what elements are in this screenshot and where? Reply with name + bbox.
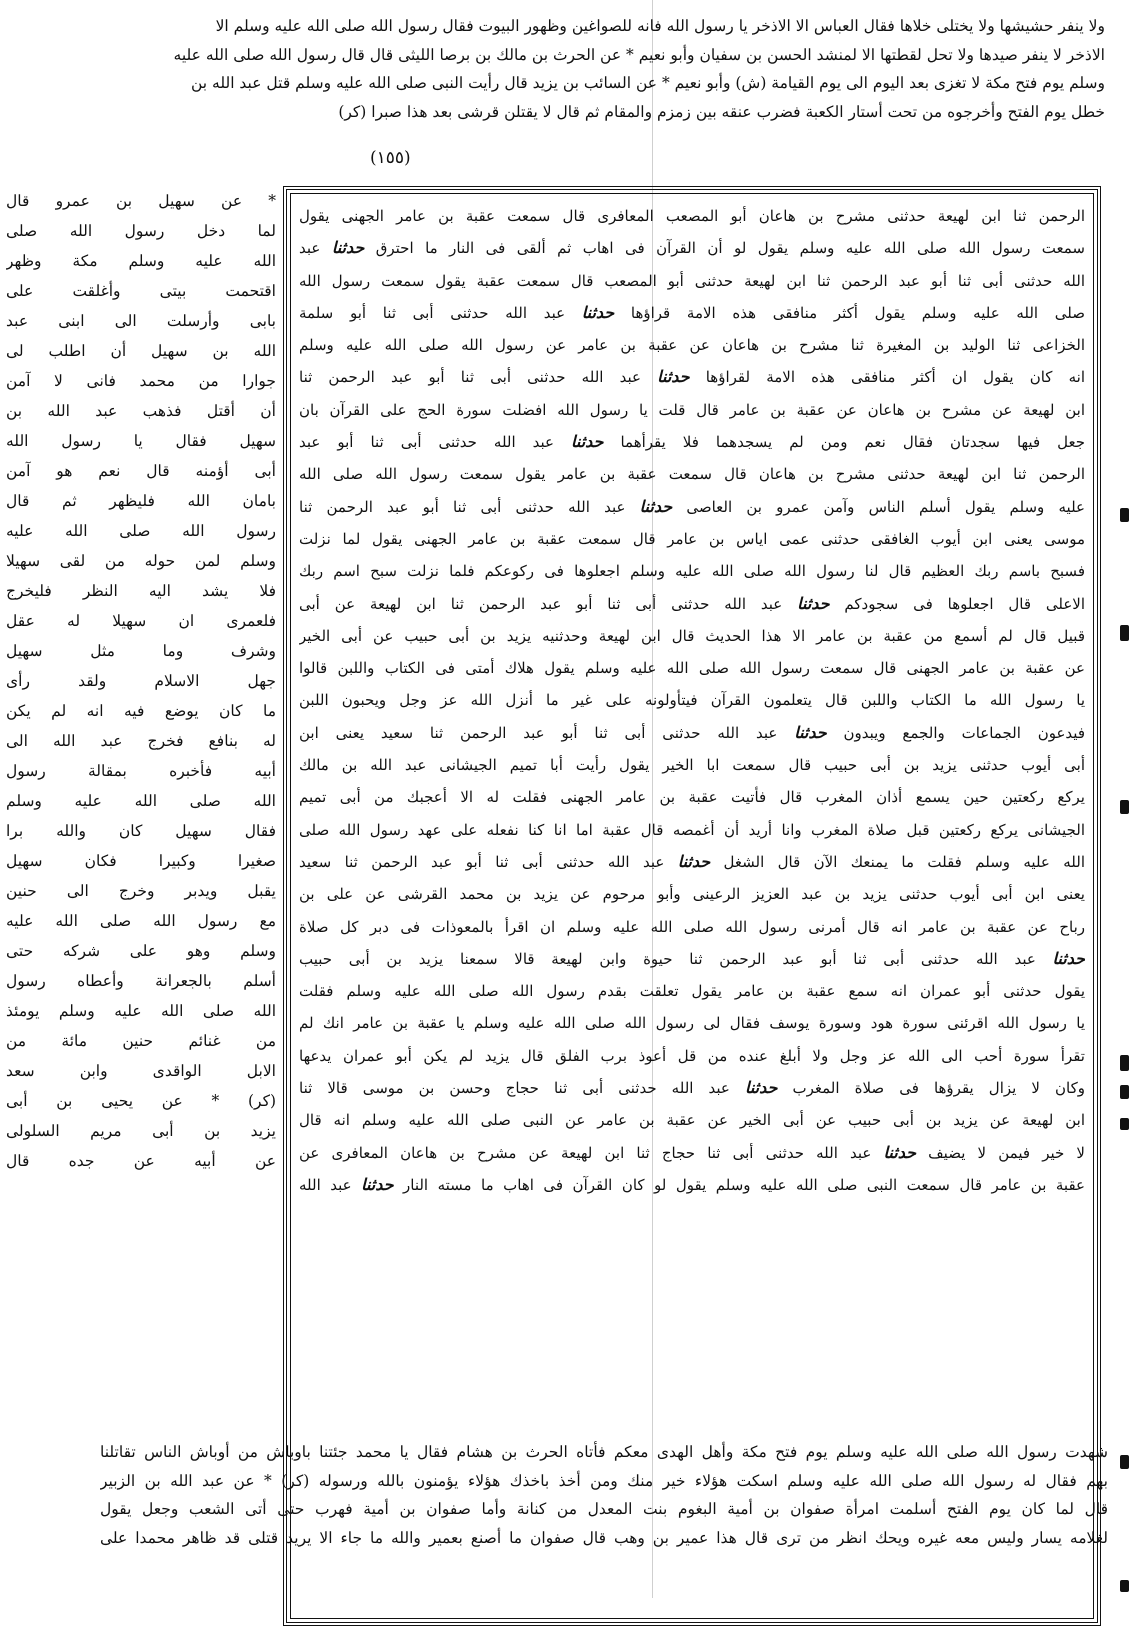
main-line: الله حدثنى أبى ثنا أبو عبد الرحمن ثنا ابن لهيعة حدثنى أبو المصعب قال سمعت عقبة يقول سمعت رسول الله [299,271,1085,290]
side-line: عن أبيه عن جده قال [6,1152,276,1170]
main-line: جعل فيها سجدتان فقال نعم ومن لم يسجدهما فلا يقرأهما حدثنا عبد الله حدثنى أبى ثنا أبو عبد [299,432,1085,452]
bottom-margin-text [100,1438,1108,1588]
main-line: الخزاعى ثنا الوليد بن المغيرة ثنا مشرح بن هاعان عن عقبة بن عامر عن رسول الله صلى الله عليه وسلم [299,336,1085,355]
side-line: يزيد بن أبى مريم السلولى [6,1122,276,1140]
haddathana-marker: حدثنا [883,1142,916,1162]
haddathana-marker: حدثنا [331,238,365,258]
main-line: ابن لهيعة عن مشرح بن هاعان عن عقبة بن عامر قال قلت يا رسول الله افضلت سورة الحج على القرآن بان [299,400,1085,419]
side-line: أن أقتل فذهب عبد الله بن [6,402,276,420]
main-line: يا رسول الله اقرئنى سورة هود وسورة يوسف فقال لى رسول الله صلى الله عليه وسلم يا عقبة بن عامر انك لم [299,1014,1085,1033]
scan-edge-mark [1120,1118,1129,1130]
main-line: يركع ركعتين حين يسمع أذان المغرب قال فأتيت عقبة بن عامر الجهنى فقلت له الا أعجبك من أبى تميم [299,788,1085,807]
side-line: ما كان يوضع فيه انه لم يكن [6,702,276,720]
haddathana-marker: حدثنا [1052,948,1085,968]
haddathana-marker: حدثنا [744,1078,778,1098]
side-margin-column [6,186,276,1646]
main-line: ابن لهيعة عن يزيد بن أبى حبيب عن أبى الخير عن عقبة بن عامر عن النبى صلى الله عليه وسلم انه قال [299,1111,1085,1130]
top-line: الاذخر لا ينفر صيدها ولا تحل لقطتها الا لمنشد الحسن بن سفيان وأبو نعيم * عن الحرث بن مالك بن برصا الليثى قال قال رسول الله صلى الله عليه [173,45,1105,64]
main-line: سمعت رسول الله صلى الله عليه وسلم يقول لو أن القرآن فى اهاب ثم ألقى فى النار ما احترق حدثنا عبد [299,238,1085,258]
main-line: الاعلى قال اجعلوها فى سجودكم حدثنا عبد الله حدثنى أبى ثنا أبو عبد الرحمن ثنا ابن لهيعة عن أبى [299,593,1085,613]
side-line: لما دخل رسول الله صلى [6,222,276,240]
side-line: صغيرا وكبيرا فكان سهيل [6,852,276,870]
main-line: عليه وسلم يقول أسلم الناس وآمن عمرو بن العاصى حدثنا عبد الله حدثنى أبى ثنا أبو عبد الرحمن ثنا [299,496,1085,516]
bottom-line: شهدت رسول الله صلى الله عليه وسلم يوم فتح مكة وأهل الهدى معكم فأتاه الحرث بن هشام فقال يا محمد جئتنا باوباش من أوباش الناس تقاتلنا [100,1443,1108,1461]
side-line: وسلم لمن حوله من لقى سهيلا [6,552,276,570]
main-line: فسبح باسم ربك العظيم قال لنا رسول الله صلى الله عليه وسلم اجعلوها فى ركوعكم فلما نزلت سبح اسم ربك [299,562,1085,581]
side-line: فقال سهيل كان والله برا [6,822,276,840]
side-line: الله بن سهيل أن اطلب لى [6,342,276,360]
haddathana-marker: حدثنا [361,1174,394,1194]
side-line: بامان الله فليظهر ثم قال [6,492,276,510]
side-line: الابل الواقدى وابن سعد [6,1062,276,1080]
main-line: يقول حدثنى أبو عمران انه سمع عقبة بن عامر يقول تعلقت بقدم رسول الله صلى الله عليه وسلم فقلت [299,982,1085,1001]
haddathana-marker: حدثنا [677,851,711,871]
side-line: يقبل ويدبر وخرج الى حنين [6,882,276,900]
scan-edge-mark [1120,1055,1129,1071]
bottom-line: بهم فقال له رسول الله صلى الله عليه وسلم اسكت هؤلاء خير منك ومن أخذ باخذك هؤلاء يؤمنون بالله ورسوله (كر) * عن عبد الله بن الزبير [100,1471,1108,1490]
side-line: الله عليه وسلم مكة وظهر [6,252,276,270]
side-line: له بنافع فخرج عبد الله الى [6,732,276,750]
main-line: رباح عن عقبة بن عامر انه قال أمرنى رسول الله صلى الله عليه وسلم ان اقرأ بالمعوذات فى دبر كل صلاة [299,917,1085,936]
bottom-line: لغلامه يسار وليس معه غيره ويحك انظر من ترى قال هذا عمير بن وهب قال صفوان ما أصنع بعمير والله ما جاء الا يريد قتلى قد ظاهر محمدا على [100,1528,1108,1547]
main-line: عقبة بن عامر قال سمعت النبى صلى الله عليه وسلم يقول لو كان القرآن فى اهاب ما مسته النار حدثنا عبد الله [299,1174,1085,1194]
haddathana-marker: حدثنا [571,432,604,452]
main-line: موسى يعنى ابن أيوب الغافقى حدثنى عمى اياس بن عامر قال سمعت عقبة بن عامر الجهنى يقول لما نزلت [299,529,1085,548]
main-line: أبى أيوب حدثنى يزيد بن أبى حبيب قال سمعت ابا الخير يقول رأيت أبا تميم الجيشانى عبد الله بن مالك [299,756,1085,775]
scan-edge-mark [1120,508,1129,522]
side-line: أسلم بالجعرانة وأعطاه رسول [6,972,276,990]
main-line: يا رسول الله ما الكتاب واللبن قال يتعلمون القرآن فيتأولونه على غير ما أنزل الله عز وجل ويحبون اللبن [299,691,1085,710]
side-line: مع رسول الله صلى الله عليه [6,912,276,930]
side-line: الله صلى الله عليه وسلم [6,792,276,810]
main-line: لا خير فيمن لا يضيف حدثنا عبد الله حدثنى أبى ثنا حجاج ثنا ابن لهيعة عن مشرح بن هاعان المعافرى عن [299,1142,1085,1162]
side-line: الله صلى الله عليه وسلم يومئذ [6,1002,276,1020]
haddathana-marker: حدثنا [581,302,615,322]
top-line: وسلم يوم فتح مكة لا تغزى بعد اليوم الى يوم القيامة (ش) وأبو نعيم * عن السائب بن يزيد قال رأيت النبى صلى الله عليه وسلم قتل عبد الله بن [190,74,1105,92]
main-line: تقرأ سورة أحب الى الله عز وجل ولا أبلغ عنده من قل أعوذ برب الفلق قال يزيد لم يكن أبو عمران يدعها [299,1046,1085,1065]
side-line: أبيه فأخبره بمقالة رسول [6,762,276,780]
main-line: الجيشانى يركع ركعتين قبل صلاة المغرب وانا أريد أن أغمصه قال عقبة اما انا كنا نفعله على عهد رسول الله صلى [299,820,1085,839]
scan-edge-mark [1120,1085,1129,1099]
scan-edge-mark [1120,800,1129,814]
haddathana-marker: حدثنا [797,593,830,613]
haddathana-marker: حدثنا [794,722,827,742]
scan-edge-mark [1120,1580,1129,1592]
top-margin-text [105,12,1105,184]
side-line: أبى أؤمنه قال نعم هو آمن [6,462,276,480]
side-line: فلعمرى ان سهيلا له عقل [6,612,276,630]
main-line: وكان لا يزال يقرؤها فى صلاة المغرب حدثنا عبد الله حدثنى أبى ثنا حجاج وحسن بن موسى قالا ثنا [299,1078,1085,1098]
main-line: الرحمن ثنا ابن لهيعة حدثنى مشرح بن هاعان أبو المصعب المعافرى قال سمعت عقبة بن عامر الجهنى يقول [299,207,1085,225]
side-line: (كر) * عن يحيى بن أبى [6,1092,276,1110]
side-line: * عن سهيل بن عمرو قال [6,192,276,210]
bottom-line: قال لما كان يوم الفتح أسلمت امرأة صفوان بن أمية البغوم بنت المعدل من كنانة وأما صفوان بن أمية فهرب حتى أتى الشعب وجعل يقول [100,1500,1108,1518]
haddathana-marker: حدثنا [657,367,690,387]
top-line: ولا ينفر حشيشها ولا يختلى خلاها فقال العباس الا الاذخر يا رسول الله فانه للصواغين وظهور البيوت فقال رسول الله صلى الله عليه وسلم الا [215,17,1105,35]
scan-edge-mark [1120,625,1129,641]
main-line: حدثنا عبد الله حدثنى أبى ثنا أبو عبد الرحمن ثنا حيوة وابن لهيعة قالا سمعنا يزيد بن أبى حبيب [299,948,1085,968]
side-line: سهيل فقال يا رسول الله [6,432,276,450]
main-line: الله عليه وسلم فقلت ما يمنعك الآن قال الشغل حدثنا عبد الله حدثنى أبى ثنا أبو عبد الرحمن ثنا سعيد [299,851,1085,871]
page-number: (١٥٥) [370,148,411,168]
main-line: عن عقبة بن عامر الجهنى قال سمعت رسول الله صلى الله عليه وسلم يقول هلاك أمتى فى الكتاب واللبن قالوا [299,659,1085,678]
side-line: فلا يشد اليه النظر فليخرج [6,582,276,600]
main-line: قبيل قال لم أسمع من عقبة بن عامر الا هذا الحديث قال ابن لهيعة وحدثنيه يزيد بن أبى حبيب عن أبى الخير [299,626,1085,645]
haddathana-marker: حدثنا [639,496,673,516]
main-line: الرحمن ثنا ابن لهيعة حدثنى مشرح بن هاعان قال سمعت عقبة بن عامر يقول سمعت رسول الله صلى الله [299,465,1085,484]
side-line: وسلم وهو على شركه حتى [6,942,276,960]
main-line: انه كان يقول ان أكثر منافقى هذه الامة لقراؤها حدثنا عبد الله حدثنى أبى ثنا أبو عبد الرحمن ثنا [299,367,1085,387]
scan-edge-mark [1120,1455,1129,1469]
side-line: من غنائم حنين مائة من [6,1032,276,1050]
main-line: يعنى ابن أبى أيوب حدثنى يزيد بن عبد العزيز الرعينى وأبو مرحوم عن يزيد بن محمد القرشى عن على بن [299,885,1085,904]
main-line: فيدعون الجماعات والجمع ويبدون حدثنا عبد الله حدثنى أبى ثنا أبو عبد الرحمن ثنا سعيد يعنى ابن [299,722,1085,742]
side-line: بابى وأرسلت الى ابنى عبد [6,312,276,330]
side-line: رسول الله صلى الله عليه [6,522,276,540]
side-line: جوارا من محمد فانى لا آمن [6,372,276,390]
main-text-body [299,200,1085,1612]
side-line: اقتحمت بيتى وأغلقت على [6,282,276,300]
main-line: صلى الله عليه وسلم يقول أكثر منافقى هذه الامة قراؤها حدثنا عبد الله حدثنى أبى ثنا أبو سلمة [299,302,1085,322]
side-line: جهل الاسلام ولقد رأى [6,672,276,690]
top-line: خطل يوم الفتح وأخرجوه من تحت أستار الكعبة فضرب عنقه بين زمزم والمقام ثم قال لا يقتلن قرشى بعد هذا صبرا (كر) [338,102,1105,121]
main-text-frame [283,186,1101,1626]
side-line: وشرف وما مثل سهيل [6,642,276,660]
